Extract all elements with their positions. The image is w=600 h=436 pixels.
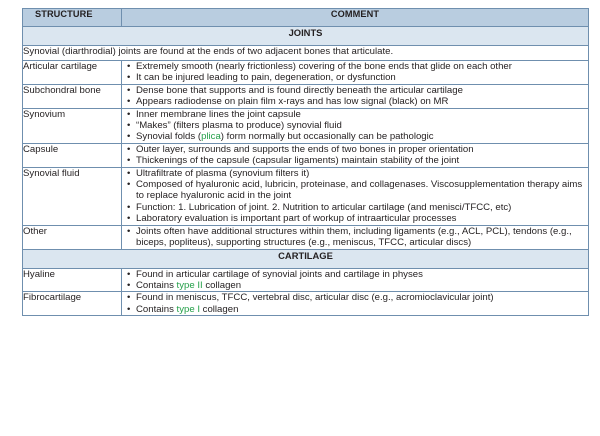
section-intro-row bbox=[23, 46, 589, 61]
bullet-item bbox=[127, 202, 584, 213]
bullet-text: Joints often have additional structures within them, including ligaments (e.g., ACL, PCL), tendons (e.g., biceps, popliteus), supporting structures (e.g., meniscus, TFCC, articular discs) bbox=[136, 225, 572, 249]
bullet-item bbox=[127, 226, 584, 249]
bullet-text: Inner membrane lines the joint capsule bbox=[136, 108, 301, 120]
bullet-item bbox=[127, 120, 584, 131]
table-row bbox=[23, 292, 589, 316]
bullet-list bbox=[122, 292, 588, 315]
structure-column-header: STRUCTURE bbox=[23, 9, 122, 27]
bullet-item bbox=[127, 168, 584, 179]
bullet-item bbox=[127, 213, 584, 224]
table-row bbox=[23, 268, 589, 292]
bullet-list bbox=[122, 61, 588, 84]
comment-cell bbox=[122, 108, 589, 143]
table-row bbox=[23, 225, 589, 249]
bullet-item bbox=[127, 179, 584, 202]
bullet-list bbox=[122, 85, 588, 108]
bullet-text: collagen bbox=[200, 303, 239, 315]
bullet-list bbox=[122, 269, 588, 292]
bullet-text: collagen bbox=[202, 279, 242, 291]
highlighted-term: type II bbox=[176, 279, 203, 291]
bullet-text: Thickenings of the capsule (capsular ligaments) maintain stability of the joint bbox=[136, 155, 460, 167]
bullet-item bbox=[127, 304, 584, 315]
bullet-text: Synovial folds ( bbox=[136, 131, 202, 143]
bullet-item bbox=[127, 144, 584, 155]
bullet-item bbox=[127, 280, 584, 291]
bullet-list bbox=[122, 109, 588, 143]
comment-cell bbox=[122, 84, 589, 108]
bullet-list bbox=[122, 226, 588, 249]
table-row bbox=[23, 167, 589, 225]
bullet-item bbox=[127, 85, 584, 96]
bullet-text: Found in articular cartilage of synovial joints and cartilage in physes bbox=[136, 268, 423, 280]
structure-cell: Synovium bbox=[23, 108, 122, 143]
bullet-item bbox=[127, 72, 584, 83]
comment-cell bbox=[122, 292, 589, 316]
bullet-item bbox=[127, 155, 584, 166]
structure-cell: Articular cartilage bbox=[23, 61, 122, 85]
structure-cell: Other bbox=[23, 225, 122, 249]
section-row bbox=[23, 27, 589, 46]
table-row bbox=[23, 143, 589, 167]
bullet-item bbox=[127, 61, 584, 72]
table-row bbox=[23, 84, 589, 108]
bullet-text: Found in meniscus, TFCC, vertebral disc, articular disc (e.g., acromioclavicular joint) bbox=[136, 292, 494, 304]
structure-cell: Hyaline bbox=[23, 268, 122, 292]
bullet-text: Contains bbox=[136, 303, 177, 315]
bullet-text: “Makes” (filters plasma to produce) synovial fluid bbox=[136, 120, 342, 132]
bullet-text: Appears radiodense on plain film x-rays and has low signal (black) on MR bbox=[136, 96, 449, 108]
bullet-item bbox=[127, 131, 584, 142]
section-title: CARTILAGE bbox=[23, 249, 589, 268]
table-row bbox=[23, 108, 589, 143]
bullet-item bbox=[127, 269, 584, 280]
bullet-text: Function: 1. Lubrication of joint. 2. Nutrition to articular cartilage (and menisci/TFCC, etc) bbox=[136, 201, 512, 213]
bullet-text: Ultrafiltrate of plasma (synovium filters it) bbox=[136, 167, 310, 179]
structure-cell: Synovial fluid bbox=[23, 167, 122, 225]
comment-column-header: COMMENT bbox=[122, 9, 589, 27]
bullet-item bbox=[127, 96, 584, 107]
bullet-text: Composed of hyaluronic acid, lubricin, proteinase, and collagenases. Viscosupplementation therapy aims to replace hyaluronic acid in the joint bbox=[136, 179, 583, 202]
comment-cell bbox=[122, 167, 589, 225]
bullet-text: Dense bone that supports and is found directly beneath the articular cartilage bbox=[136, 84, 463, 96]
section-intro: Synovial (diarthrodial) joints are found at the ends of two adjacent bones that articulate. bbox=[23, 46, 589, 61]
bullet-item bbox=[127, 292, 584, 303]
comment-cell bbox=[122, 143, 589, 167]
bullet-text: Contains bbox=[136, 279, 177, 291]
bullet-text: ) form normally but occasionally can be pathologic bbox=[220, 131, 434, 143]
bullet-list bbox=[122, 168, 588, 225]
bullet-list bbox=[122, 144, 588, 167]
bullet-text: Outer layer, surrounds and supports the ends of two bones in proper orientation bbox=[136, 143, 474, 155]
bullet-text: It can be injured leading to pain, degeneration, or dysfunction bbox=[136, 72, 396, 84]
bullet-text: Extremely smooth (nearly frictionless) covering of the bone ends that glide on each other bbox=[136, 61, 512, 72]
bullet-text: Laboratory evaluation is important part of workup of intraarticular processes bbox=[136, 213, 457, 225]
structure-cell: Capsule bbox=[23, 143, 122, 167]
structure-cell: Subchondral bone bbox=[23, 84, 122, 108]
table-body bbox=[23, 27, 589, 316]
bullet-item bbox=[127, 109, 584, 120]
table-row bbox=[23, 61, 589, 85]
comment-cell bbox=[122, 225, 589, 249]
section-row bbox=[23, 249, 589, 268]
section-title: JOINTS bbox=[23, 27, 589, 46]
structure-cell: Fibrocartilage bbox=[23, 292, 122, 316]
comment-cell bbox=[122, 268, 589, 292]
highlighted-term: plica bbox=[201, 131, 221, 143]
highlighted-term: type I bbox=[176, 303, 200, 315]
anatomy-table bbox=[22, 8, 589, 316]
comment-cell bbox=[122, 61, 589, 85]
header-row bbox=[23, 9, 589, 27]
